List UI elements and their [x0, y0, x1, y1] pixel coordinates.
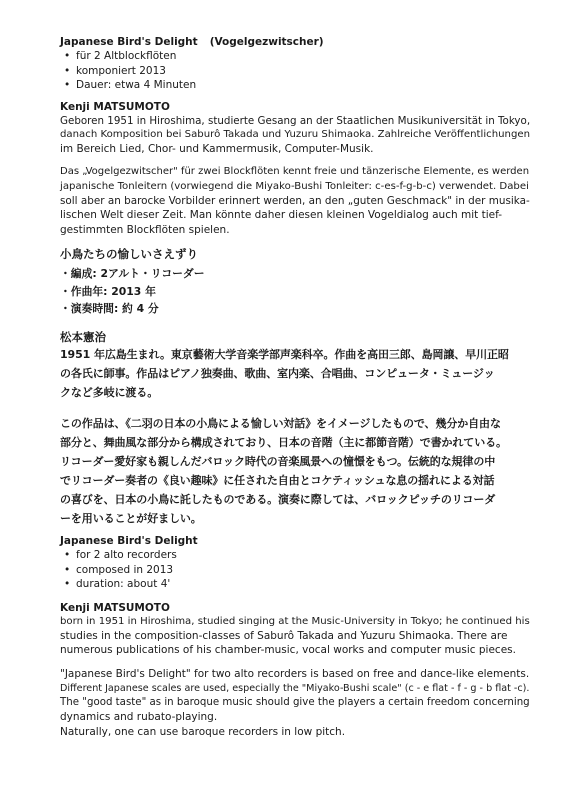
japanese-desc-line: リコーダー愛好家も親しんだバロック時代の音楽風景への憧憬をもつ。伝統的な規律の中	[60, 454, 496, 468]
english-bullet-list	[60, 548, 530, 592]
german-bullet-list	[60, 49, 530, 93]
english-bio-line: studies in the composition-classes of Saburô Takada and Yuzuru Shimaoka. There are	[60, 629, 508, 642]
japanese-desc-line: ーを用いることが好ましい。	[60, 511, 202, 525]
english-desc-line: Different Japanese scales are used, especially the "Miyako-Bushi scale" (c - e flat - f - g - b flat -c).	[60, 682, 530, 694]
japanese-desc-line: この作品は、《二羽の日本の小鳥による愉しい対話》をイメージしたもので、幾分か自由な	[60, 416, 501, 430]
japanese-section	[60, 246, 530, 528]
german-desc-line: gestimmten Blockflöten spielen.	[60, 223, 230, 236]
german-title-text: Japanese Bird's Delight	[60, 36, 198, 48]
japanese-desc-line: でリコーダー奏者の《良い趣味》に任された自由とコケティッシュな息の揺れによる対話	[60, 473, 495, 487]
german-biography	[60, 114, 530, 157]
english-description	[60, 667, 530, 738]
german-bullet: • Dauer: etwa 4 Minuten	[60, 78, 530, 93]
japanese-desc-line: の喜びを、日本の小鳥に託したものである。演奏に際しては、バロックピッチのリコーダ	[60, 492, 496, 506]
german-section	[60, 35, 530, 237]
japanese-desc-line: 部分と、舞曲風な部分から構成されており、日本の音階（主に都節音階）で書かれている。	[60, 435, 507, 449]
english-bullet: • for 2 alto recorders	[60, 548, 530, 563]
german-desc-line: japanische Tonleitern (vorwiegend die Miyako-Bushi Tonleiter: c-es-f-g-b-c) verwendet. Dabei	[60, 180, 529, 192]
english-desc-line: The "good taste" as in baroque music should give the players a certain freedom concerning	[60, 696, 530, 708]
english-composer-name: Kenji MATSUMOTO	[60, 601, 170, 614]
german-desc-line: soll aber an barocke Vorbilder erinnert werden, an den „guten Geschmack" in der musika-	[60, 194, 530, 207]
german-bullet: • komponiert 2013	[60, 64, 530, 79]
japanese-bullet: ・演奏時間: 約 4 分	[60, 302, 159, 315]
german-desc-line: Das „Vogelgezwitscher" für zwei Blockflöten kennt freie und tänzerische Elemente, es werden	[60, 166, 530, 178]
german-description	[60, 165, 530, 236]
japanese-title: 小鳥たちの愉しいさえずり	[60, 247, 198, 261]
english-biography	[60, 615, 530, 658]
japanese-bullet: ・編成: 2アルト・リコーダー	[60, 267, 205, 280]
german-subtitle: (Vogelgezwitscher)	[209, 36, 324, 48]
german-title	[60, 35, 530, 49]
english-bio-line: numerous publications of his chamber-music, vocal works and computer music pieces.	[60, 644, 516, 657]
german-bio-line: im Bereich Lied, Chor- und Kammermusik, Computer-Musik.	[60, 143, 374, 156]
german-bio-line: danach Komposition bei Saburô Takada und Yuzuru Shimaoka. Zahlreiche Veröffentlichungen	[60, 128, 531, 140]
english-title: Japanese Bird's Delight	[60, 535, 198, 547]
japanese-bullet-list	[60, 265, 530, 318]
japanese-composer-name: 松本憲治	[60, 329, 106, 344]
japanese-bio-line: 1951 年広島生まれ。東京藝術大学音楽学部声楽科卒。作曲を高田三郎、島岡譲、早川正昭	[60, 347, 509, 361]
japanese-biography	[60, 345, 530, 402]
english-desc-line: "Japanese Bird's Delight" for two alto recorders is based on free and dance-like elements.	[60, 668, 530, 681]
english-section	[60, 534, 530, 739]
german-desc-line: lischen Welt dieser Zeit. Man könnte daher diesen kleinen Vogeldialog auch mit tief-	[60, 209, 502, 222]
german-composer-name: Kenji MATSUMOTO	[60, 100, 170, 113]
japanese-description	[60, 414, 530, 528]
japanese-bio-line: クなど多岐に渡る。	[60, 385, 159, 399]
japanese-bio-line: の各氏に師事。作品はピアノ独奏曲、歌曲、室内楽、合唱曲、コンピュータ・ミュージッ	[60, 366, 495, 380]
english-bullet: • duration: about 4'	[60, 577, 530, 592]
german-bullet: • für 2 Altblockflöten	[60, 49, 530, 64]
english-bio-line: born in 1951 in Hiroshima, studied singing at the Music-University in Tokyo; he continued his	[60, 615, 530, 627]
english-desc-line: dynamics and rubato-playing.	[60, 711, 218, 724]
english-desc-line: Naturally, one can use baroque recorders in low pitch.	[60, 725, 346, 738]
german-bio-line: Geboren 1951 in Hiroshima, studierte Gesang an der Staatlichen Musikuniversität in Tokyo,	[60, 114, 531, 127]
english-bullet: • composed in 2013	[60, 563, 530, 578]
japanese-bullet: ・作曲年: 2013 年	[60, 284, 156, 298]
